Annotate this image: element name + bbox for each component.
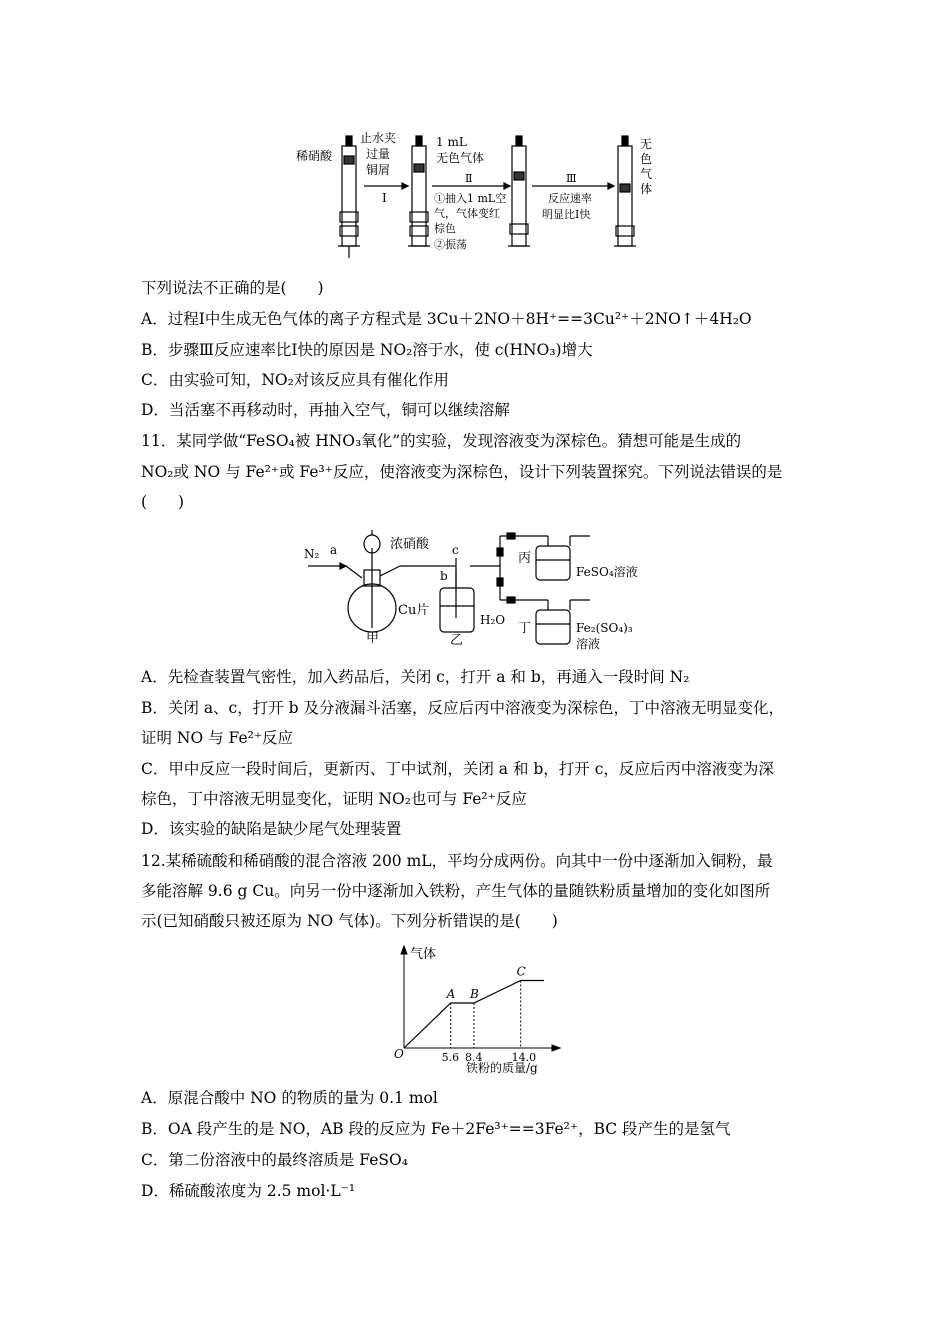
gas-chart-svg bbox=[390, 940, 570, 1080]
q11-option-c-line1: C．甲中反应一段时间后，更新丙、丁中试剂，关闭 a 和 b，打开 c，反应后丙中溶液变为深 bbox=[141, 760, 774, 778]
label-excess: 过量 bbox=[366, 147, 391, 161]
label-valve-c: c bbox=[452, 543, 459, 557]
label-step2-d: ②振荡 bbox=[434, 238, 467, 251]
label-solution: 溶液 bbox=[576, 637, 601, 651]
label-jia: 甲 bbox=[366, 631, 380, 646]
label-v2: 色 bbox=[640, 152, 653, 166]
q12-option-b: B．OA 段产生的是 NO，AB 段的反应为 Fe＋2Fe³⁺==3Fe²⁺，BC 段产生的是氢气 bbox=[141, 1120, 731, 1138]
q12-option-d: D．稀硫酸浓度为 2.5 mol·L⁻¹ bbox=[141, 1182, 356, 1200]
apparatus-diagram bbox=[300, 518, 660, 658]
label-n2: N₂ bbox=[304, 547, 320, 561]
q10-stem: 下列说法不正确的是( ) bbox=[141, 279, 324, 297]
label-v1: 无 bbox=[640, 137, 653, 151]
label-step2-c: 棕色 bbox=[434, 222, 456, 235]
label-step1: Ⅰ bbox=[382, 191, 387, 205]
point-label-B: B bbox=[470, 987, 479, 1001]
label-conc-acid: 浓硝酸 bbox=[390, 537, 430, 552]
q11-option-d: D．该实验的缺陷是缺少尾气处理装置 bbox=[141, 820, 402, 838]
label-copper-scraps: 铜屑 bbox=[366, 163, 391, 177]
q12-stem-line2: 多能溶解 9.6 g Cu。向另一份中逐渐加入铁粉，产生气体的量随铁粉质量增加的变化如图所 bbox=[141, 882, 771, 900]
q12-option-a: A．原混合酸中 NO 的物质的量为 0.1 mol bbox=[141, 1089, 438, 1107]
label-ding: 丁 bbox=[518, 621, 532, 636]
label-feso4: FeSO₄溶液 bbox=[576, 565, 638, 579]
label-one-ml: 1 mL bbox=[436, 135, 467, 149]
label-h2o: H₂O bbox=[480, 613, 506, 627]
label-v4: 体 bbox=[640, 182, 653, 196]
q11-option-b-line1: B．关闭 a、c，打开 b 及分液漏斗活塞，反应后丙中溶液变为深棕色，丁中溶液无明显变化， bbox=[141, 699, 785, 717]
label-bing: 丙 bbox=[518, 551, 532, 566]
q12-stem-line3: 示(已知硝酸只被还原为 NO 气体)。下列分析错误的是( ) bbox=[141, 912, 558, 930]
label-step2: Ⅱ bbox=[465, 172, 473, 185]
chart-origin-label: O bbox=[394, 1047, 404, 1061]
q12-stem-line1: 12.某稀硫酸和稀硝酸的混合溶液 200 mL，平均分成两份。向其中一份中逐渐加入铜粉，最 bbox=[141, 852, 773, 870]
label-clamp: 止水夹 bbox=[360, 131, 397, 145]
label-valve-b: b bbox=[440, 569, 448, 583]
x-axis-arrow bbox=[552, 1045, 560, 1051]
apparatus-figure bbox=[300, 518, 660, 658]
label-step3: Ⅲ bbox=[566, 172, 577, 185]
q11-option-b-line2: 证明 NO 与 Fe²⁺反应 bbox=[141, 729, 294, 747]
label-cu: Cu片 bbox=[398, 603, 430, 618]
gas-chart bbox=[390, 940, 570, 1080]
point-label-C: C bbox=[516, 964, 526, 979]
point-label-A: A bbox=[446, 987, 456, 1001]
q11-stem-line2: NO₂或 NO 与 Fe²⁺或 Fe³⁺反应，使溶液变为深棕色，设计下列装置探究。下列说法错误的是 bbox=[141, 463, 783, 481]
chart-ylabel: 气体 bbox=[410, 947, 437, 962]
y-axis-arrow bbox=[401, 946, 407, 954]
x-tick-label: 8.4 bbox=[465, 1051, 483, 1064]
chart-xlabel: 铁粉的质量/g bbox=[466, 1061, 538, 1075]
q10-option-d: D．当活塞不再移动时，再抽入空气，铜可以继续溶解 bbox=[141, 401, 510, 419]
label-step2-a: ①抽入1 mL空 bbox=[434, 192, 507, 205]
label-colorless-gas: 无色气体 bbox=[436, 151, 485, 165]
label-valve-a: a bbox=[330, 543, 338, 557]
q11-option-a: A．先检查装置气密性，加入药品后，关闭 c，打开 a 和 b，再通入一段时间 N₂ bbox=[141, 668, 690, 686]
q10-option-c: C．由实验可知，NO₂对该反应具有催化作用 bbox=[141, 371, 449, 389]
label-step3-b: 明显比Ⅰ快 bbox=[542, 208, 591, 221]
x-tick-label: 5.6 bbox=[441, 1051, 460, 1064]
q10-option-a: A．过程Ⅰ中生成无色气体的离子方程式是 3Cu＋2NO＋8H⁺==3Cu²⁺＋2NO↑＋4H₂O bbox=[141, 310, 752, 328]
q11-option-c-line2: 棕色，丁中溶液无明显变化，证明 NO₂也可与 Fe²⁺反应 bbox=[141, 790, 527, 808]
q12-option-c: C．第二份溶液中的最终溶质是 FeSO₄ bbox=[141, 1151, 408, 1169]
label-yi: 乙 bbox=[450, 633, 464, 648]
label-dilute-acid: 稀硝酸 bbox=[296, 149, 333, 163]
q11-stem-line3: ( ) bbox=[141, 493, 185, 511]
label-v3: 气 bbox=[640, 167, 653, 181]
x-tick-label: 14.0 bbox=[511, 1051, 537, 1064]
label-step2-b: 气，气体变红 bbox=[434, 207, 500, 220]
syringe-diagram bbox=[290, 128, 670, 268]
q10-option-b: B．步骤Ⅲ反应速率比Ⅰ快的原因是 NO₂溶于水，使 c(HNO₃)增大 bbox=[141, 341, 593, 359]
q11-stem-line1: 11．某同学做“FeSO₄被 HNO₃氧化”的实验，发现溶液变为深棕色。猜想可能是生成的 bbox=[141, 432, 742, 450]
syringe-experiment-figure bbox=[290, 128, 670, 268]
label-step3-a: 反应速率 bbox=[548, 192, 592, 205]
label-fe2so4: Fe₂(SO₄)₃ bbox=[576, 621, 633, 635]
